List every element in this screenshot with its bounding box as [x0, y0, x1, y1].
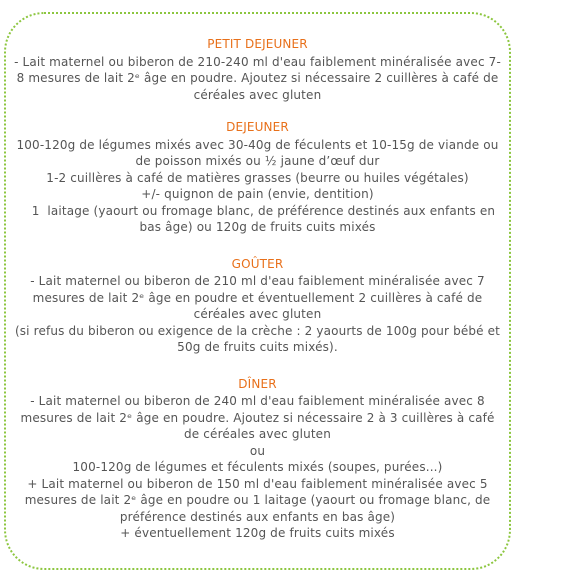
- section-title: DEJEUNER: [226, 120, 289, 134]
- section-line: 100-120g de légumes et féculents mixés (soupes, purées...): [72, 460, 443, 474]
- section-diner: [14, 376, 501, 542]
- section-line: - Lait maternel ou biberon de 210-240 ml d'eau faiblement minéralisée avec 7-8 mesures de lait 2ᵉ âge en poudre. Ajoutez si nécessaire 2 cuillères à café de céréales avec gluten: [14, 54, 501, 102]
- section-title: PETIT DEJEUNER: [207, 37, 308, 51]
- section-line: - Lait maternel ou biberon de 240 ml d'eau faiblement minéralisée avec 8 mesures de lait 2ᵉ âge en poudre. Ajoutez si nécessaire 2 à 3 cuillères à café de céréales avec gluten: [20, 394, 495, 441]
- section-gouter: [14, 256, 501, 356]
- section-line: 100-120g de légumes mixés avec 30-40g de féculents et 10-15g de viande ou de poisson mixés ou ½ jaune d’œuf dur: [16, 137, 499, 168]
- section-line: - Lait maternel ou biberon de 210 ml d'eau faiblement minéralisée avec 7 mesures de lait 2ᵉ âge en poudre et éventuellement 2 cuillères à café de céréales avec gluten: [30, 274, 485, 321]
- section-line: + éventuellement 120g de fruits cuits mixés: [120, 526, 395, 540]
- menu-content: [14, 36, 501, 542]
- section-title: GOÛTER: [231, 256, 284, 271]
- section-title: DÎNER: [238, 376, 277, 391]
- section-line: 1-2 cuillères à café de matières grasses (beurre ou huiles végétales): [46, 170, 469, 185]
- section-dejeuner: [14, 119, 501, 236]
- section-petit-dejeuner: [14, 36, 501, 103]
- section-line: +/- quignon de pain (envie, dentition): [141, 187, 374, 201]
- section-line: 1 laitage (yaourt ou fromage blanc, de préférence destinés aux enfants en bas âge) ou 120g de fruits cuits mixés: [19, 203, 500, 234]
- section-line: (si refus du biberon ou exigence de la crèche : 2 yaourts de 100g pour bébé et 50g de fruits cuits mixés).: [14, 323, 501, 354]
- section-line: ou: [249, 443, 266, 458]
- section-line: + Lait maternel ou biberon de 150 ml d'eau faiblement minéralisée avec 5 mesures de lait 2ᵉ âge en poudre ou 1 laitage (yaourt ou fromage blanc, de préférence destinés aux enfants en bas âge): [24, 476, 491, 524]
